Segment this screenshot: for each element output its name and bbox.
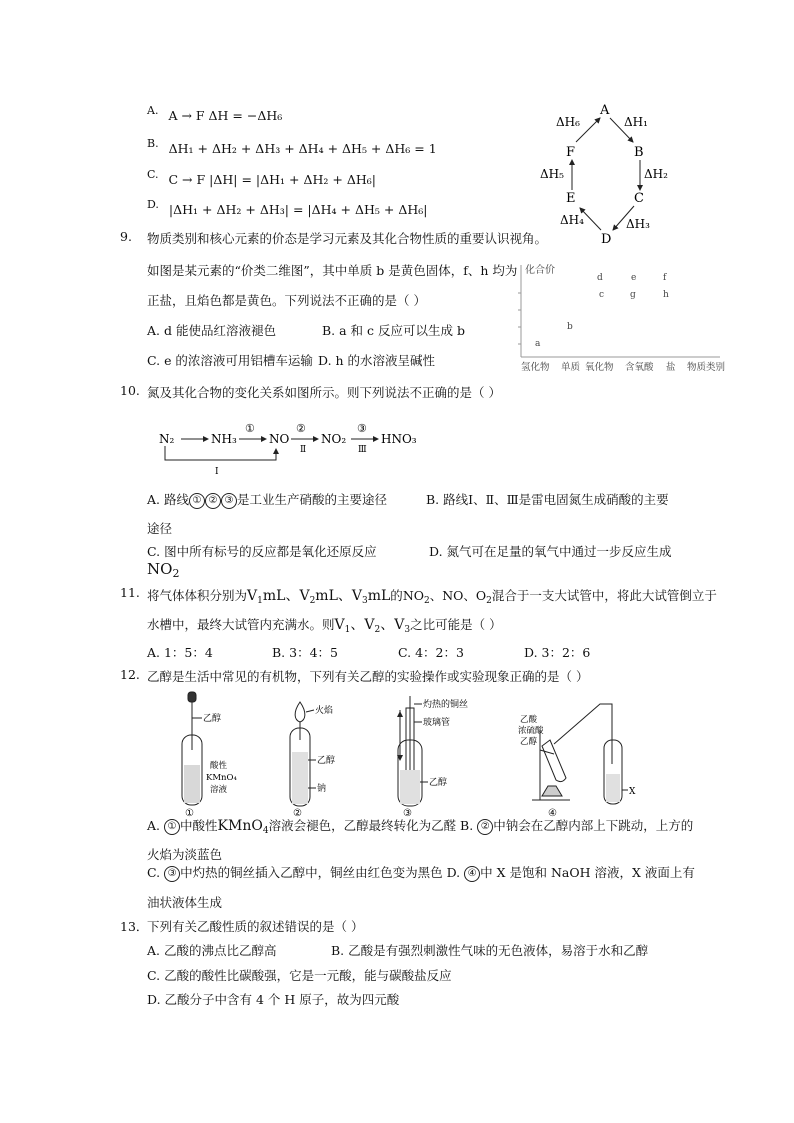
q11-stem-pre: 将气体体积分别为 [147, 588, 248, 603]
edge-dh1: ΔH₁ [624, 115, 648, 129]
flow-no: NO [269, 432, 290, 446]
enthalpy-cycle-diagram [530, 98, 700, 248]
q12-stem: 乙醇是生活中常见的有机物，下列有关乙醇的实验操作或实验现象正确的是（ ） [147, 669, 589, 684]
q11-de: 的 [390, 588, 403, 603]
chart-point-c: c [599, 290, 605, 300]
q11-option-c: C. 4：2：3 [398, 645, 464, 660]
q10-option-d-line2: $NO_2$ [147, 560, 180, 580]
circled-1: ① [189, 493, 205, 509]
q8-option-c [147, 168, 376, 187]
fig1-solution: 溶液 [210, 785, 228, 795]
node-d: D [601, 232, 612, 247]
circled-fig-3: ③ [164, 866, 180, 882]
fig4-x: X [629, 787, 636, 797]
q10-d-formula: NO [147, 560, 173, 578]
chart-x-salt: 盐 [666, 362, 676, 373]
route-label-i: Ⅰ [215, 467, 219, 477]
q12-option-ab-line [147, 816, 693, 836]
edge-dh5: ΔH₅ [540, 167, 564, 181]
q9-stem-line2: 如图是某元素的“价类二维图”，其中单质 b 是黄色固体，f、h 均为 [147, 263, 518, 278]
q13-number: 13． [120, 919, 149, 934]
chart-x-oxide: 氧化物 [585, 362, 614, 373]
q11-option-b: B. 3：4：5 [272, 645, 338, 660]
q8-option-a [147, 104, 282, 123]
q12-number: 12. [120, 667, 140, 682]
chart-point-e: e [631, 273, 637, 283]
q9-number: 9. [120, 229, 132, 244]
q11-stem2-pre: 水槽中，最终大试管内充满水。则 [147, 617, 335, 632]
nitrogen-flow-diagram [155, 418, 435, 478]
fig1-kmno4: KMnO₄ [206, 773, 237, 783]
fig3-glass-tube: 玻璃管 [423, 718, 451, 728]
edge-dh2: ΔH₂ [644, 167, 668, 181]
flow-hno3: HNO₃ [381, 432, 417, 446]
q8-d-text: |ΔH₁ + ΔH₂ + ΔH₃| = |ΔH₄ + ΔH₅ + ΔH₆| [168, 202, 428, 217]
fig2-flame: 火焰 [315, 706, 334, 716]
q13-stem: 下列有关乙酸性质的叙述错误的是（ ） [147, 919, 364, 934]
valence-class-chart [515, 257, 735, 375]
fig-num-4: ④ [548, 808, 557, 818]
node-e: E [566, 191, 576, 206]
q8-option-b [147, 137, 437, 156]
flow-no2: NO₂ [321, 432, 347, 446]
q10-option-c: C. 图中所有标号的反应都是氧化还原反应 [147, 544, 377, 559]
fig4-sulfuric-acid: 浓硫酸 [518, 726, 544, 736]
q11-stem-line1 [147, 585, 717, 606]
circled-fig-2: ② [477, 819, 493, 835]
q11-number: 11. [120, 585, 140, 600]
node-a: A [600, 103, 610, 118]
chart-x-element: 单质 [561, 362, 581, 373]
q11-option-a: A. 1：5：4 [147, 645, 213, 660]
route-label-2: ② [296, 422, 306, 435]
q10-option-a [147, 490, 387, 509]
q8-option-d [147, 198, 428, 217]
q13-option-c: C. 乙酸的酸性比碳酸强，它是一元酸，能与碳酸盐反应 [147, 968, 452, 983]
edge-dh3: ΔH₃ [626, 217, 650, 231]
q12-c-pre: C. [147, 865, 161, 880]
circled-3: ③ [221, 493, 237, 509]
fig2-ethanol: 乙醇 [317, 756, 336, 766]
q8-c-text: C → F |ΔH| = |ΔH₁ + ΔH₂ + ΔH₆| [168, 172, 376, 187]
q10-number: 10. [120, 383, 140, 398]
chart-x-hydride: 氢化物 [521, 362, 550, 373]
q12-a-post: 溶液会褪色，乙醇最终转化为乙醛 B. [268, 818, 474, 833]
q13-option-d: D. 乙酸分子中含有 4 个 H 原子，故为四元酸 [147, 992, 400, 1007]
q11-stem-mid: 混合于一支大试管中，将此大试管倒立于 [491, 588, 717, 603]
q8-c-label: C. [147, 168, 159, 181]
edge-dh4: ΔH₄ [560, 213, 584, 227]
fig3-copper-wire: 灼热的铜丝 [423, 700, 469, 710]
q13-option-b: B. 乙酸是有强烈刺激性气味的无色液体，易溶于水和乙醇 [331, 943, 649, 958]
node-c: C [634, 191, 644, 206]
edge-dh6: ΔH₆ [556, 115, 580, 129]
q11-option-d: D. 3：2：6 [524, 645, 591, 660]
fig3-ethanol: 乙醇 [429, 778, 448, 788]
q8-b-label: B. [147, 137, 159, 150]
node-b: B [634, 145, 644, 160]
chart-ylabel: 化合价 [525, 265, 555, 276]
q9-option-c: C. e 的浓溶液可用铝槽车运输 [147, 353, 313, 368]
circled-2: ② [205, 493, 221, 509]
q12-c-post: 中灼热的铜丝插入乙醇中，铜丝由红色变为黑色 D. [180, 865, 461, 880]
q9-option-d: D. h 的水溶液呈碱性 [318, 353, 436, 368]
q12-option-b-line2: 火焰为淡蓝色 [147, 847, 223, 862]
circled-fig-1: ① [164, 819, 180, 835]
fig-num-1: ① [185, 808, 194, 818]
q12-a-mid: 中酸性 [180, 818, 218, 833]
q10-a-pre: A. 路线 [147, 492, 189, 507]
q10-option-b-line1: B. 路线Ⅰ、Ⅱ、Ⅲ是雷电固氮生成硝酸的主要 [426, 492, 669, 507]
chart-point-d: d [597, 273, 603, 283]
fig1-ethanol: 乙醇 [203, 714, 222, 724]
fig4-acetic-acid: 乙酸 [520, 715, 538, 725]
q11-volumes: $V_1mL$、$V_2mL$、$V_3mL$ [247, 588, 391, 606]
flow-nh3: NH₃ [211, 432, 237, 446]
fig-num-3: ③ [403, 808, 412, 818]
route-label-1: ① [245, 422, 255, 435]
ethanol-experiment-figures [170, 690, 650, 818]
q9-option-a: A. d 能使品红溶液褪色 [147, 323, 276, 338]
q12-option-cd-line [147, 863, 695, 882]
q11-stem-line2 [147, 614, 502, 635]
q8-b-text: ΔH₁ + ΔH₂ + ΔH₃ + ΔH₄ + ΔH₅ + ΔH₆ = 1 [168, 141, 437, 156]
chart-point-f: f [663, 273, 667, 283]
chart-point-g: g [630, 290, 636, 300]
q12-d-post: 中 X 是饱和 NaOH 溶液，X 液面上有 [480, 865, 695, 880]
q10-option-d-line1: D. 氮气可在足量的氧气中通过一步反应生成 [429, 544, 672, 559]
q12-b-post: 中钠会在乙醇内部上下跳动，上方的 [493, 818, 694, 833]
q13-option-a: A. 乙酸的沸点比乙醇高 [147, 943, 277, 958]
chart-point-a: a [535, 339, 541, 349]
q8-a-label: A. [147, 104, 159, 117]
fig4-ethanol: 乙醇 [520, 737, 538, 747]
fig1-acidic: 酸性 [210, 761, 228, 771]
q12-a-pre: A. [147, 818, 161, 833]
q8-d-label: D. [147, 198, 159, 211]
q9-option-b: B. a 和 c 反应可以生成 b [322, 323, 465, 338]
q12-option-d-line2: 油状液体生成 [147, 895, 223, 910]
q8-a-text: A → F ΔH = −ΔH₆ [168, 108, 283, 123]
q12-kmno4: KMnO$_4$ [217, 818, 269, 836]
q11-gases: $NO_2$、NO、$O_2$ [402, 588, 492, 606]
chart-point-b: b [567, 322, 573, 332]
q10-option-b-line2: 途径 [147, 521, 173, 536]
route-label-3: ③ [357, 422, 367, 435]
route-label-iii: Ⅲ [358, 445, 367, 455]
q9-stem-line3: 正盐，且焰色都是黄色。下列说法不正确的是（ ） [147, 293, 426, 308]
chart-x-oxyacid: 含氧酸 [625, 362, 654, 373]
q10-stem: 氮及其化合物的变化关系如图所示。则下列说法不正确的是（ ） [147, 385, 501, 400]
chart-x-category: 物质类别 [687, 362, 726, 373]
q11-stem2-post: 之比可能是（ ） [410, 617, 502, 632]
flow-n2: N₂ [159, 432, 175, 446]
fig-num-2: ② [293, 808, 302, 818]
circled-fig-4: ④ [464, 866, 480, 882]
route-label-ii: Ⅱ [300, 445, 307, 455]
q9-stem-line1: 物质类别和核心元素的价态是学习元素及其化合物性质的重要认识视角。 [147, 231, 548, 246]
node-f: F [566, 145, 576, 160]
q10-a-post: 是工业生产硝酸的主要途径 [236, 492, 387, 507]
chart-point-h: h [663, 290, 669, 300]
fig2-sodium: 钠 [317, 784, 327, 794]
q11-v-symbols: $V_1$、$V_2$、$V_3$ [334, 617, 411, 635]
